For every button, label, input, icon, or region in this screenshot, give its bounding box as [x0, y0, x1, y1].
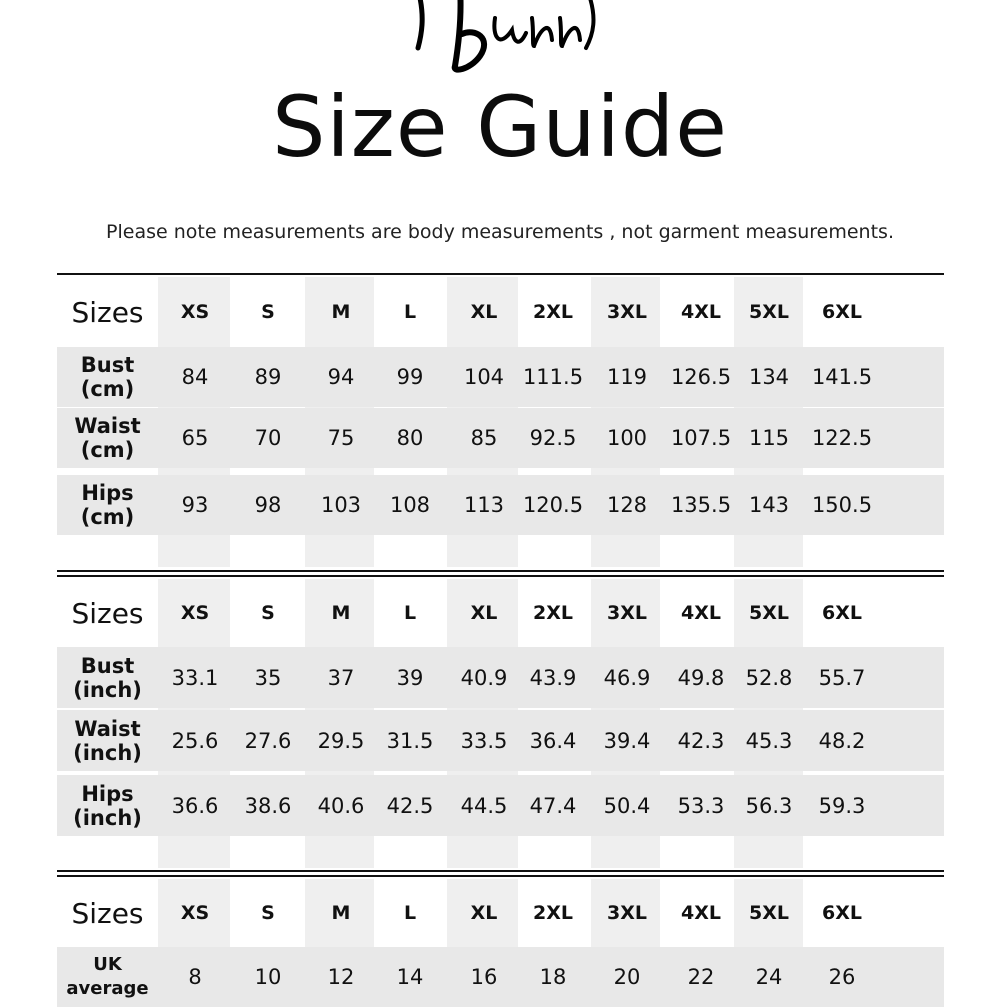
row-label — [57, 775, 158, 836]
row-label — [57, 710, 158, 771]
row-label-line1: Bust — [80, 353, 135, 377]
row-label — [57, 647, 158, 708]
table-cell: 119 — [606, 365, 648, 389]
size-header: 3XL — [607, 902, 647, 924]
table-cell: 14 — [396, 965, 424, 989]
table-cell: 84 — [181, 365, 209, 389]
row-label-line1: Bust — [80, 653, 135, 678]
table-cell: 36.6 — [171, 793, 219, 818]
row-label-line2: (cm) — [80, 377, 135, 401]
table-cell: 25.6 — [171, 728, 219, 753]
table-cell: 42.3 — [677, 728, 725, 753]
table-cell: 47.4 — [529, 793, 577, 818]
table-cell: 103 — [320, 493, 362, 517]
row-label — [57, 947, 158, 1007]
size-header: M — [331, 902, 351, 924]
table-cell: 113 — [463, 493, 505, 517]
row-label-line2: average — [66, 978, 149, 999]
sizes-header-label: Sizes — [71, 596, 144, 630]
table-cell: 80 — [396, 426, 424, 450]
row-label-line2: (inch) — [73, 740, 142, 765]
table-cell: 8 — [188, 965, 202, 989]
table-cell: 75 — [327, 426, 355, 450]
size-header: 2XL — [533, 301, 573, 323]
table-cell: 12 — [327, 965, 355, 989]
table-cell: 143 — [748, 493, 790, 517]
table-cell: 107.5 — [670, 426, 732, 450]
row-label-line2: (inch) — [73, 805, 142, 830]
table-cell: 135.5 — [670, 493, 732, 517]
table-cell: 111.5 — [522, 365, 584, 389]
size-header: 2XL — [533, 902, 573, 924]
divider-rule-2a — [57, 870, 944, 872]
table-cell: 31.5 — [386, 728, 434, 753]
divider-rule-1b — [57, 575, 944, 577]
size-header: L — [403, 301, 417, 323]
table-cell: 27.6 — [244, 728, 292, 753]
size-header: S — [261, 602, 275, 624]
table-cell: 18 — [539, 965, 567, 989]
table-cell: 53.3 — [677, 793, 725, 818]
size-header: 5XL — [749, 301, 789, 323]
size-header: S — [261, 902, 275, 924]
table-cell: 85 — [470, 426, 498, 450]
size-header: XL — [470, 301, 498, 323]
table-cell: 141.5 — [811, 365, 873, 389]
table-cell: 46.9 — [603, 665, 651, 690]
table-cell: 42.5 — [386, 793, 434, 818]
table-cell: 33.5 — [460, 728, 508, 753]
sizes-header-label: Sizes — [71, 896, 144, 930]
table-cell: 134 — [748, 365, 790, 389]
table-cell: 39 — [396, 665, 424, 690]
table-cell: 98 — [254, 493, 282, 517]
table-cell: 89 — [254, 365, 282, 389]
row-label-line1: Hips — [81, 781, 134, 806]
row-label — [57, 408, 158, 468]
size-header: M — [331, 602, 351, 624]
table-cell: 24 — [755, 965, 783, 989]
size-header: L — [403, 602, 417, 624]
size-header: XL — [470, 602, 498, 624]
table-cell: 100 — [606, 426, 648, 450]
table-cell: 35 — [254, 665, 282, 690]
table-cell: 16 — [470, 965, 498, 989]
table-cell: 36.4 — [529, 728, 577, 753]
size-header: 5XL — [749, 902, 789, 924]
size-table-1 — [57, 277, 944, 567]
size-header: 3XL — [607, 301, 647, 323]
size-header: 6XL — [822, 301, 862, 323]
size-header: 4XL — [681, 301, 721, 323]
table-cell: 108 — [389, 493, 431, 517]
table-cell: 55.7 — [818, 665, 866, 690]
row-label — [57, 475, 158, 535]
size-header: XS — [180, 902, 210, 924]
sizes-header-label: Sizes — [71, 295, 144, 329]
divider-rule-2b — [57, 875, 944, 877]
brand-logo — [400, 0, 610, 73]
table-cell: 128 — [606, 493, 648, 517]
row-label-line1: Waist — [74, 414, 141, 438]
table-cell: 40.6 — [317, 793, 365, 818]
table-cell: 94 — [327, 365, 355, 389]
size-header: 4XL — [681, 902, 721, 924]
table-cell: 122.5 — [811, 426, 873, 450]
table-cell: 115 — [748, 426, 790, 450]
table-cell: 38.6 — [244, 793, 292, 818]
table-cell: 70 — [254, 426, 282, 450]
size-header: 3XL — [607, 602, 647, 624]
table-cell: 104 — [463, 365, 505, 389]
table-cell: 40.9 — [460, 665, 508, 690]
table-cell: 49.8 — [677, 665, 725, 690]
table-cell: 93 — [181, 493, 209, 517]
table-cell: 29.5 — [317, 728, 365, 753]
measurement-note: Please note measurements are body measurements , not garment measurements. — [106, 221, 894, 243]
size-header: 5XL — [749, 602, 789, 624]
size-header: M — [331, 301, 351, 323]
size-header: 4XL — [681, 602, 721, 624]
row-label-line2: (cm) — [80, 505, 135, 529]
row-label-line2: (cm) — [80, 438, 135, 462]
table-cell: 44.5 — [460, 793, 508, 818]
table-cell: 50.4 — [603, 793, 651, 818]
size-header: 6XL — [822, 902, 862, 924]
size-header: L — [403, 902, 417, 924]
table-cell: 120.5 — [522, 493, 584, 517]
table-cell: 56.3 — [745, 793, 793, 818]
size-header: XL — [470, 902, 498, 924]
table-cell: 39.4 — [603, 728, 651, 753]
row-label-line1: Hips — [81, 481, 134, 505]
table-cell: 37 — [327, 665, 355, 690]
page-title: Size Guide — [272, 78, 728, 176]
table-cell: 48.2 — [818, 728, 866, 753]
size-header: 2XL — [533, 602, 573, 624]
table-cell: 126.5 — [670, 365, 732, 389]
table-cell: 26 — [828, 965, 856, 989]
table-cell: 45.3 — [745, 728, 793, 753]
table-cell: 43.9 — [529, 665, 577, 690]
table-cell: 20 — [613, 965, 641, 989]
row-label-line1: UK — [93, 954, 122, 975]
divider-rule-1a — [57, 570, 944, 572]
size-table-2 — [57, 579, 944, 868]
table-cell: 22 — [687, 965, 715, 989]
table-cell: 10 — [254, 965, 282, 989]
table-cell: 99 — [396, 365, 424, 389]
row-label — [57, 347, 158, 407]
row-label-line1: Waist — [74, 716, 141, 741]
top-rule — [57, 273, 944, 275]
size-header: 6XL — [822, 602, 862, 624]
size-header: XS — [180, 602, 210, 624]
size-header: S — [261, 301, 275, 323]
size-table-3 — [57, 879, 944, 1000]
table-cell: 52.8 — [745, 665, 793, 690]
size-header: XS — [180, 301, 210, 323]
table-cell: 65 — [181, 426, 209, 450]
table-cell: 92.5 — [529, 426, 577, 450]
table-cell: 150.5 — [811, 493, 873, 517]
table-cell: 59.3 — [818, 793, 866, 818]
row-label-line2: (inch) — [73, 677, 142, 702]
table-cell: 33.1 — [171, 665, 219, 690]
